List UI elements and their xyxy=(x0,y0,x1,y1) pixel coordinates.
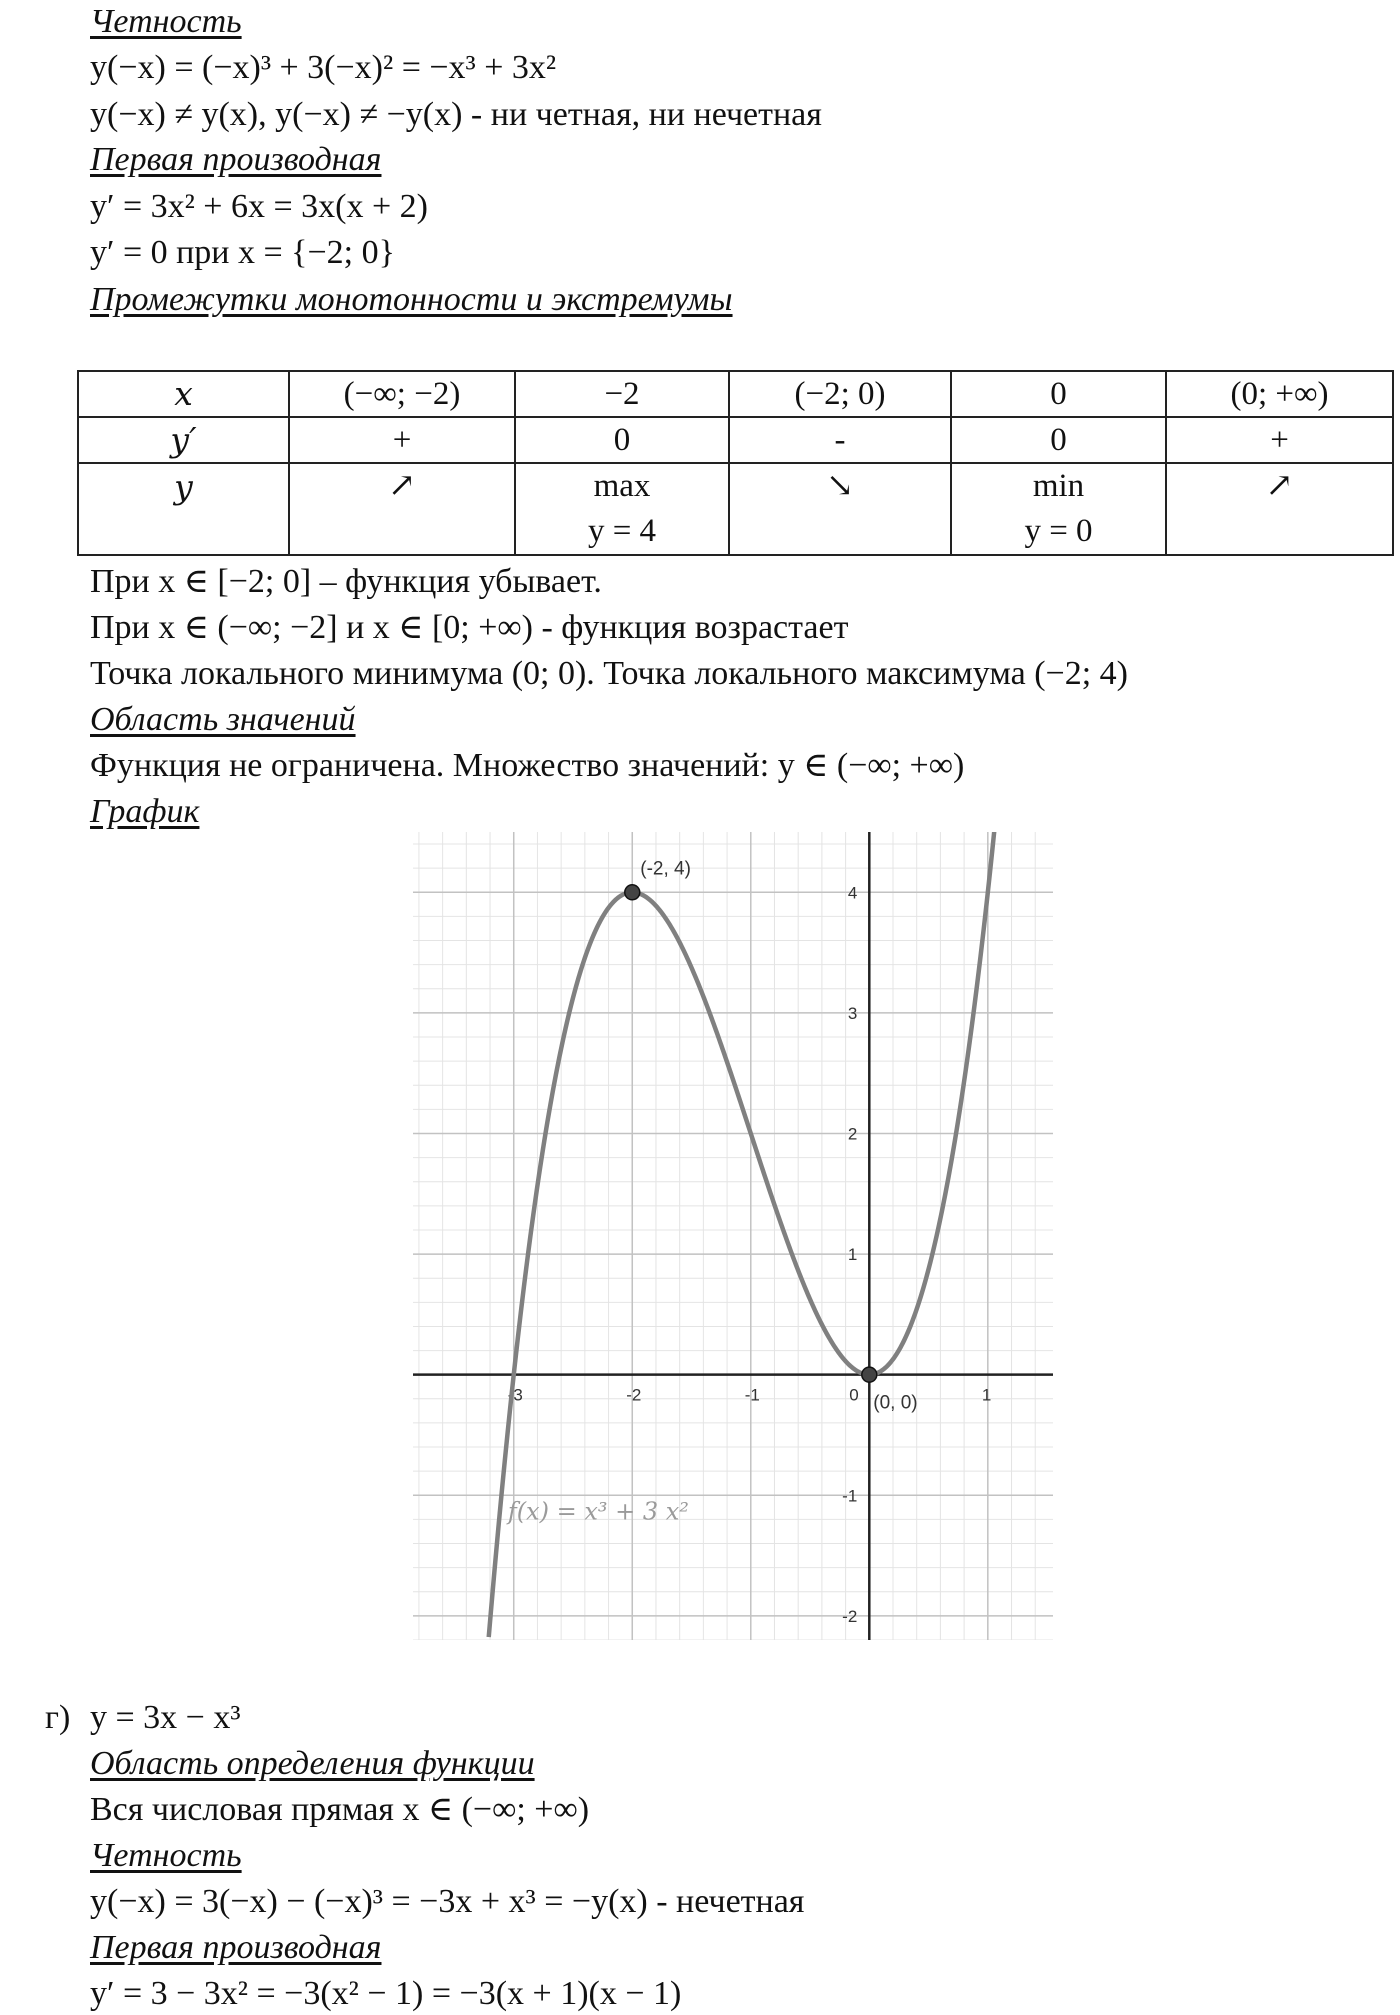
table-cell: (0; +∞) xyxy=(1166,371,1393,417)
item-label-g: г) xyxy=(45,1699,71,1736)
table-cell: −2 xyxy=(515,371,729,417)
table-cell: 0 xyxy=(951,417,1166,463)
x-tick-label: -1 xyxy=(744,1385,760,1405)
decreasing-arrow-icon: ↘ xyxy=(826,468,854,504)
g-parity-eq: y(−x) = 3(−x) − (−x)³ = −3x + x³ = −y(x) - нечетная xyxy=(90,1883,805,1920)
y-tick-label: -1 xyxy=(842,1486,858,1506)
table-cell: 0 xyxy=(515,417,729,463)
table-cell: + xyxy=(1166,417,1393,463)
increasing-arrow-icon: ↗ xyxy=(1265,468,1294,504)
table-cell: + xyxy=(289,417,515,463)
cell-text: min xyxy=(1032,468,1085,504)
monotonic-heading: Промежутки монотонности и экстремумы xyxy=(90,281,733,318)
x-tick-label: -2 xyxy=(626,1385,642,1405)
x-tick-label: 1 xyxy=(981,1385,992,1405)
table-row-x xyxy=(78,371,1393,417)
g-function: y = 3x − x³ xyxy=(90,1699,241,1736)
function-graph xyxy=(413,832,1053,1640)
table-cell xyxy=(289,463,515,555)
point-label: (0, 0) xyxy=(873,1392,918,1414)
cell-text: max xyxy=(593,468,651,504)
g-domain-heading: Область определения функции xyxy=(90,1745,535,1782)
derivative-eq1: y′ = 3x² + 6x = 3x(x + 2) xyxy=(90,188,428,225)
x-tick-label: 0 xyxy=(849,1385,859,1405)
extrema-line: Точка локального минимума (0; 0). Точка локального максимума (−2; 4) xyxy=(90,655,1128,692)
increasing-arrow-icon: ↗ xyxy=(388,468,416,504)
x-tick-label: -3 xyxy=(507,1385,523,1405)
point-label: (-2, 4) xyxy=(640,858,691,880)
g-derivative-heading: Первая производная xyxy=(90,1929,382,1966)
parity-heading: Четность xyxy=(90,3,242,40)
cell-text: y xyxy=(174,467,193,506)
table-cell xyxy=(78,463,289,555)
parity-eq1: y(−x) = (−x)³ + 3(−x)² = −x³ + 3x² xyxy=(90,49,557,86)
y-tick-label: 3 xyxy=(847,1003,858,1023)
parity-eq2: y(−x) ≠ y(x), y(−x) ≠ −y(x) - ни четная, ни нечетная xyxy=(90,96,822,133)
table-cell xyxy=(1166,463,1393,555)
table-cell: - xyxy=(729,417,951,463)
g-parity-heading: Четность xyxy=(90,1837,242,1874)
g-domain-line: Вся числовая прямая x ∈ (−∞; +∞) xyxy=(90,1791,590,1828)
g-derivative-eq: y′ = 3 − 3x² = −3(x² − 1) = −3(x + 1)(x − 1) xyxy=(90,1975,682,2012)
derivative-eq2: y′ = 0 при x = {−2; 0} xyxy=(90,234,395,271)
table-cell xyxy=(515,463,729,555)
y-tick-label: -2 xyxy=(842,1606,858,1626)
table-cell: (−∞; −2) xyxy=(289,371,515,417)
point-marker xyxy=(625,885,640,900)
table-row-derivative xyxy=(78,417,1393,463)
point-marker xyxy=(862,1367,877,1382)
derivative-heading: Первая производная xyxy=(90,141,382,178)
table-cell xyxy=(951,463,1166,555)
cell-text: y = 0 xyxy=(1024,513,1093,549)
range-line: Функция не ограничена. Множество значений: y ∈ (−∞; +∞) xyxy=(90,747,965,784)
table-cell: (−2; 0) xyxy=(729,371,951,417)
table-row-function xyxy=(78,463,1393,555)
decreasing-line: При x ∈ [−2; 0] – функция убывает. xyxy=(90,563,602,600)
monotonicity-table xyxy=(77,370,1394,556)
function-label: f(x) = x³ + 3 x² xyxy=(507,1497,689,1526)
range-heading: Область значений xyxy=(90,701,356,738)
y-tick-label: 1 xyxy=(847,1245,858,1265)
table-cell: x xyxy=(78,371,289,417)
table-cell xyxy=(729,463,951,555)
y-tick-label: 4 xyxy=(847,883,858,903)
increasing-line: При x ∈ (−∞; −2] и x ∈ [0; +∞) - функция возрастает xyxy=(90,609,849,646)
table-cell: 0 xyxy=(951,371,1166,417)
y-tick-label: 2 xyxy=(847,1124,858,1144)
table-cell: y′ xyxy=(78,417,289,463)
cell-text: y = 4 xyxy=(587,513,657,549)
graph-heading: График xyxy=(90,793,200,830)
